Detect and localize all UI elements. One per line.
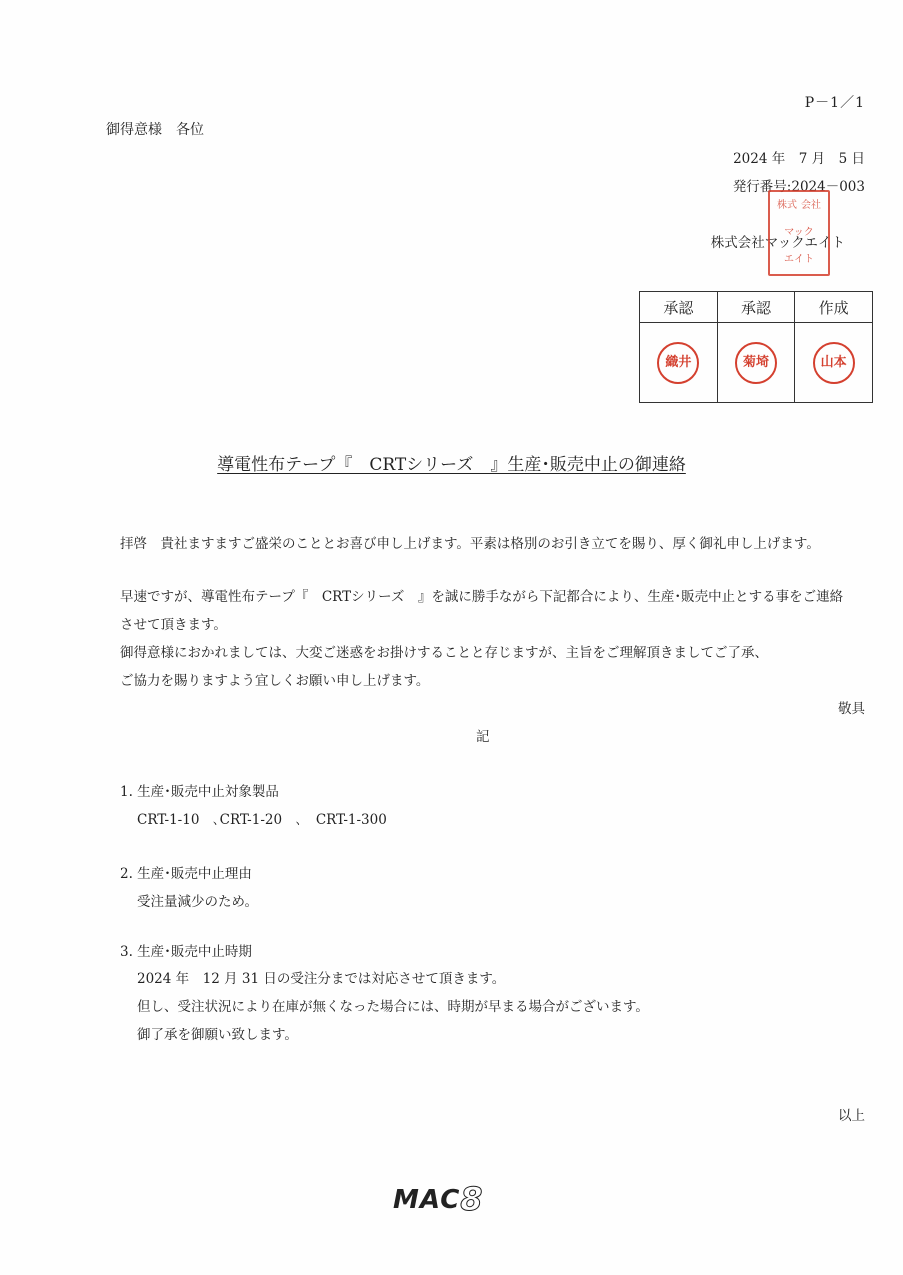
- section-heading: 3. 生産･販売中止時期: [120, 944, 252, 960]
- recipient: 御得意様 各位: [106, 122, 204, 138]
- seal-char: 株式: [777, 199, 797, 211]
- approval-cell: [640, 323, 718, 403]
- section-heading: 1. 生産･販売中止対象製品: [120, 784, 279, 800]
- company-name: 株式会社マックエイト: [710, 235, 845, 251]
- logo-text: MAC: [393, 1185, 461, 1215]
- approval-header: 承認: [717, 292, 795, 323]
- greeting: 拝啓 貴社ますますご盛栄のこととお喜び申し上げます。平素は格別のお引き立てを賜り、厚く御礼申し上げます。: [120, 536, 820, 552]
- approval-stamp: 織井: [657, 342, 699, 384]
- logo-digit: 8: [460, 1180, 484, 1218]
- creator-cell: [795, 323, 873, 403]
- approval-header: 承認: [640, 292, 718, 323]
- paragraph-line: 早速ですが、導電性布テープ『 CRTシリーズ 』を誠に勝手ながら下記都合により、生産･販売中止とする事をご連絡: [120, 589, 844, 605]
- section-line: 御了承を御願い致します。: [137, 1027, 298, 1043]
- section-line: 受注量減少のため。: [137, 894, 258, 910]
- creator-header: 作成: [795, 292, 873, 323]
- ki-heading: 記: [476, 729, 490, 745]
- seal-char: 会社: [801, 199, 821, 211]
- document-title: [0, 450, 903, 475]
- seal-char: エイト: [784, 254, 814, 266]
- approval-stamp: 菊埼: [735, 342, 777, 384]
- approval-table: [639, 291, 873, 403]
- paragraph-line: 御得意様におかれましては、大変ご迷惑をお掛けすることと存じますが、主旨をご理解頂きましてご了承、: [120, 645, 768, 661]
- page-number: P－1／1: [804, 95, 865, 111]
- issue-date: 2024 年 7 月 5 日: [733, 151, 865, 167]
- issue-number: 発行番号:2024－003: [732, 179, 865, 195]
- seal-char: マック: [784, 226, 814, 238]
- company-logo: [393, 1178, 484, 1216]
- section-line: 2024 年 12 月 31 日の受注分までは対応させて頂きます。: [137, 971, 506, 987]
- creator-stamp: 山本: [813, 342, 855, 384]
- closing: 敬具: [838, 701, 865, 717]
- company-seal: [768, 190, 830, 276]
- paragraph-line: させて頂きます。: [120, 617, 227, 633]
- end-mark: 以上: [838, 1108, 865, 1124]
- section-heading: 2. 生産･販売中止理由: [120, 866, 252, 882]
- title-text: 導電性布テープ『 CRTシリーズ 』生産･販売中止の御連絡: [217, 455, 686, 475]
- approval-cell: [717, 323, 795, 403]
- paragraph-line: ご協力を賜りますよう宜しくお願い申し上げます。: [120, 673, 430, 689]
- section-line: 但し、受注状況により在庫が無くなった場合には、時期が早まる場合がございます。: [137, 999, 649, 1015]
- section-line: CRT-1-10 ､CRT-1-20 ､ CRT-1-300: [137, 812, 387, 828]
